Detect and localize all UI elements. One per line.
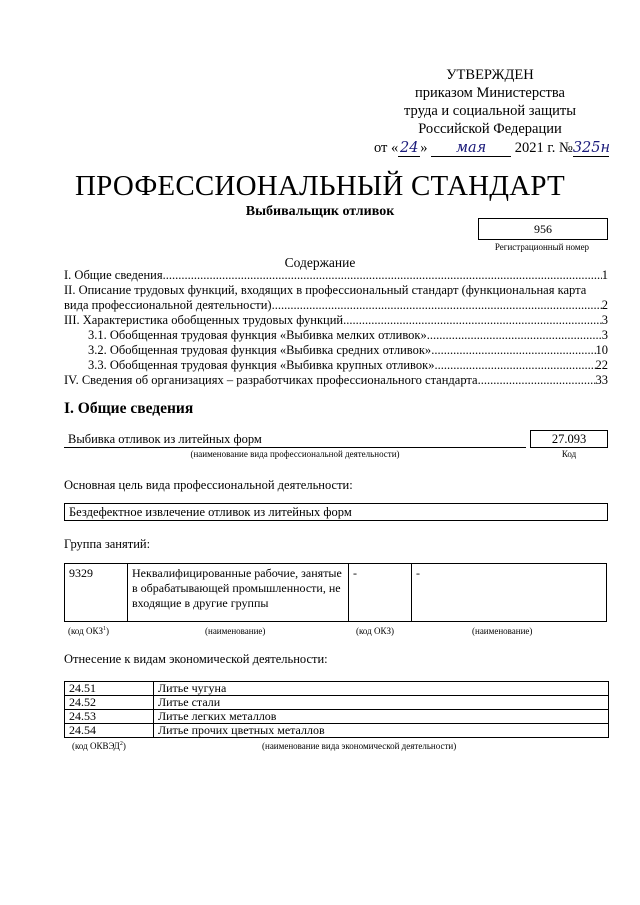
table-row	[65, 710, 609, 724]
okz-caption: (код ОКЗ$^1$)	[68, 626, 109, 636]
approval-line: труда и социальной защиты	[404, 103, 576, 119]
econ-label: Отнесение к видам экономической деятельности:	[64, 652, 328, 666]
activity-underline	[64, 447, 526, 448]
document-title: ПРОФЕССИОНАЛЬНЫЙ СТАНДАРТ	[75, 170, 565, 202]
okz-name-2: -	[412, 564, 607, 622]
goal-label: Основная цель вида профессиональной деятельности:	[64, 478, 353, 492]
occupation-group-table	[64, 563, 607, 622]
code-caption: Код	[561, 449, 577, 459]
okved-name: Литье прочих цветных металлов	[154, 724, 609, 738]
activity-caption: (наименование вида профессиональной деятельности)	[190, 449, 400, 459]
order-date-line	[374, 140, 624, 157]
contents-title: Содержание	[284, 255, 356, 270]
order-ot: от «	[374, 140, 399, 156]
toc-item: 3.2. Обобщенная трудовая функция «Выбивка средних отливок» ..... 10	[64, 343, 608, 358]
table-row	[65, 682, 609, 696]
approval-title: УТВЕРЖДЕН	[446, 67, 534, 83]
okz-code: 9329	[65, 564, 128, 622]
toc-item-continued: вида профессиональной деятельности) ..... 2	[64, 298, 608, 313]
approval-line: приказом Министерства	[415, 85, 565, 101]
okved-code: 24.53	[65, 710, 154, 724]
okz-caption-2: (код ОКЗ)	[356, 626, 394, 636]
order-month: мая	[431, 140, 511, 157]
economic-activity-table	[64, 681, 609, 738]
toc-item: II. Описание трудовых функций, входящих в профессиональный стандарт (функциональная карта	[64, 283, 587, 297]
registration-number-box: 956	[478, 218, 608, 240]
okz-code-2: -	[349, 564, 412, 622]
toc-item: 3.1. Обобщенная трудовая функция «Выбивка мелких отливок» ..... 3	[64, 328, 608, 343]
okz-name: Неквалифицированные рабочие, занятые в обрабатывающей промышленности, не входящие в другие группы	[128, 564, 349, 622]
approval-line: Российской Федерации	[418, 121, 562, 137]
okved-caption: (код ОКВЭД$^2$)	[72, 741, 126, 751]
okz-name-caption: (наименование)	[205, 626, 266, 636]
okz-name-caption-2: (наименование)	[472, 626, 533, 636]
section-heading: I. Общие сведения	[64, 400, 194, 417]
okved-code: 24.51	[65, 682, 154, 696]
okved-name: Литье легких металлов	[154, 710, 609, 724]
okved-code: 24.52	[65, 696, 154, 710]
order-day: 24	[400, 140, 419, 156]
approval-block	[380, 66, 600, 138]
order-number: 325н	[572, 140, 611, 156]
toc-item: I. Общие сведения ..... 1	[64, 268, 608, 283]
order-year: 2021 г. №	[514, 140, 573, 156]
activity-code-box: 27.093	[530, 430, 608, 448]
table-row	[65, 696, 609, 710]
document-subtitle: Выбивальщик отливок	[245, 204, 395, 219]
table-row	[65, 564, 607, 622]
activity-name: Выбивка отливок из литейных форм	[68, 432, 262, 446]
okved-name: Литье чугуна	[154, 682, 609, 696]
order-close-quote: »	[420, 140, 428, 156]
toc-item: III. Характеристика обобщенных трудовых функций ..... 3	[64, 313, 608, 328]
toc-item: 3.3. Обобщенная трудовая функция «Выбивка крупных отливок» ..... 22	[64, 358, 608, 373]
okved-name-caption: (наименование вида экономической деятельности)	[262, 741, 457, 751]
toc-item: IV. Сведения об организациях – разработчиках профессионального стандарта ..... 33	[64, 373, 608, 388]
group-label: Группа занятий:	[64, 537, 151, 551]
registration-caption: Регистрационный номер	[494, 242, 590, 252]
okved-name: Литье стали	[154, 696, 609, 710]
okved-code: 24.54	[65, 724, 154, 738]
goal-box: Бездефектное извлечение отливок из литейных форм	[64, 503, 608, 521]
table-row	[65, 724, 609, 738]
table-of-contents	[64, 268, 608, 388]
